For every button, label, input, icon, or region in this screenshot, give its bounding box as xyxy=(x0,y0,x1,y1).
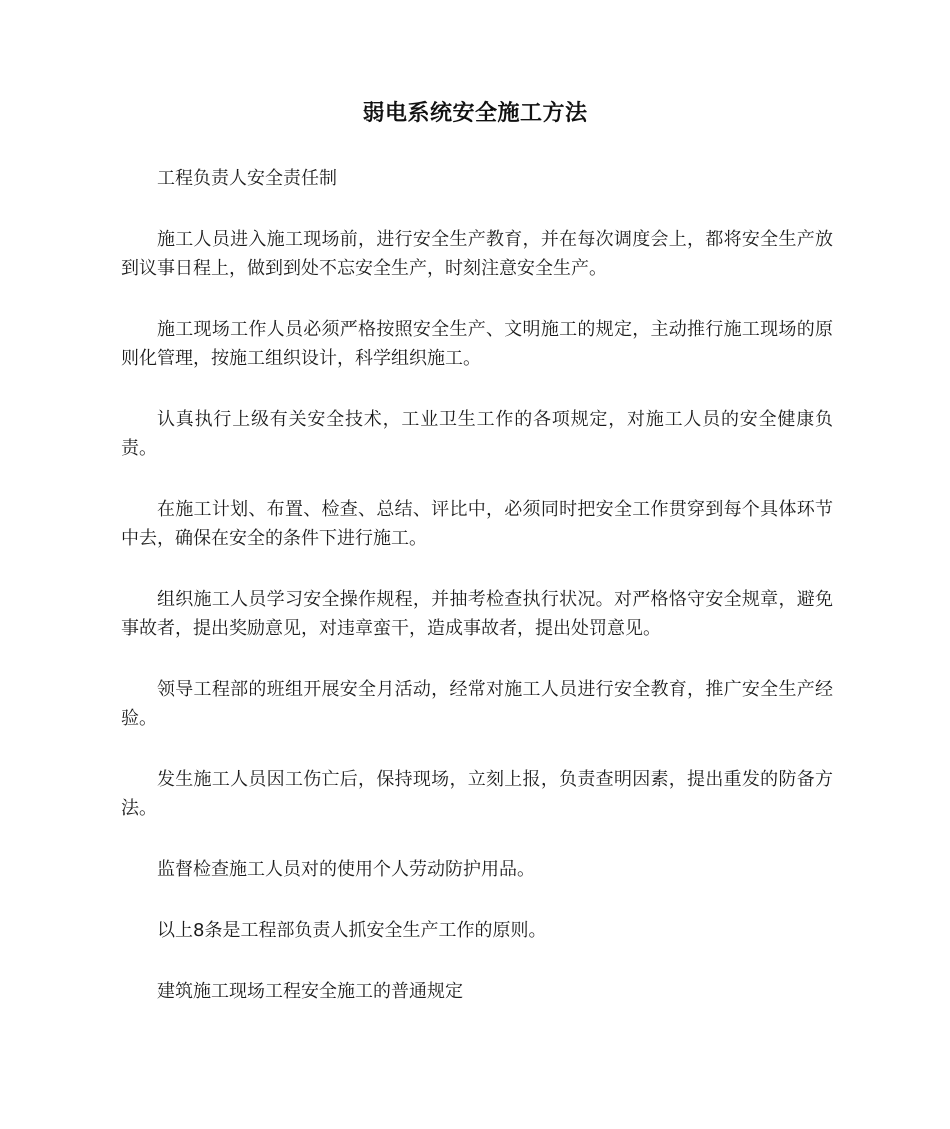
paragraph: 发生施工人员因工伤亡后，保持现场，立刻上报，负责查明因素，提出重发的防备方法。 xyxy=(121,769,833,819)
paragraph: 组织施工人员学习安全操作规程，并抽考检查执行状况。对严格恪守安全规章，避免事故者，提出奖励意见，对违章蛮干，造成事故者，提出处罚意见。 xyxy=(121,589,833,639)
paragraph: 施工人员进入施工现场前，进行安全生产教育，并在每次调度会上，都将安全生产放到议事日程上，做到到处不忘安全生产，时刻注意安全生产。 xyxy=(121,229,833,279)
paragraph: 认真执行上级有关安全技术，工业卫生工作的各项规定，对施工人员的安全健康负责。 xyxy=(121,409,833,459)
section-heading-responsibility: 工程负责人安全责任制 xyxy=(157,168,337,189)
paragraph: 以上8条是工程部负责人抓安全生产工作的原则。 xyxy=(157,920,547,941)
paragraph: 在施工计划、布置、检查、总结、评比中，必须同时把安全工作贯穿到每个具体环节中去，确保在安全的条件下进行施工。 xyxy=(121,499,833,549)
paragraph: 施工现场工作人员必须严格按照安全生产、文明施工的规定，主动推行施工现场的原则化管理，按施工组织设计，科学组织施工。 xyxy=(121,319,833,369)
document-title: 弱电系统安全施工方法 xyxy=(362,101,588,126)
document-body xyxy=(121,164,833,1038)
paragraph: 领导工程部的班组开展安全月活动，经常对施工人员进行安全教育，推广安全生产经验。 xyxy=(121,679,833,729)
section-heading-general-rules: 建筑施工现场工程安全施工的普通规定 xyxy=(157,981,463,1002)
paragraph: 监督检查施工人员对的使用个人劳动防护用品。 xyxy=(157,859,535,880)
